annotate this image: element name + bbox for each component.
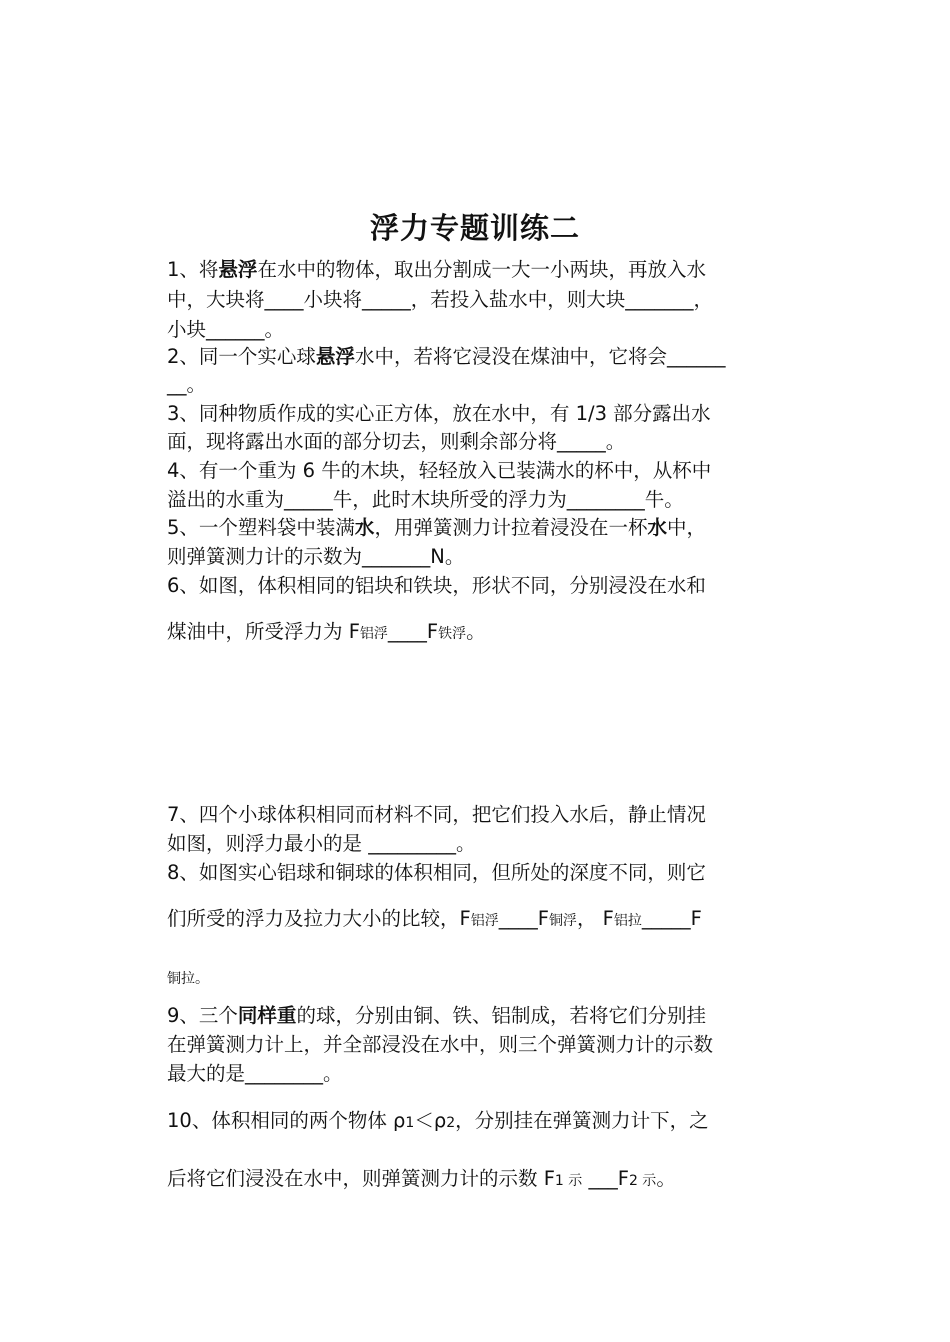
q8-text-a: 们所受的浮力及拉力大小的比较，F xyxy=(167,907,471,930)
q10-text-a: 10、体积相同的两个物体 ρ xyxy=(167,1109,406,1132)
q9-line1 xyxy=(167,1004,706,1028)
q10-sub-2: 2 xyxy=(446,1115,456,1131)
q10-sub-3: 1 示 xyxy=(554,1173,583,1189)
q9-text-c: 的球，分别由铜、铁、铝制成，若将它们分别挂 xyxy=(296,1004,706,1027)
q1-text-a: 1、将 xyxy=(167,258,219,281)
q1-text-c: 在水中的物体，取出分割成一大一小两块，再放入水 xyxy=(257,258,706,281)
q10-text-e: ，分别挂在弹簧测力计下，之 xyxy=(455,1109,709,1132)
q6-text-c: ____F xyxy=(387,620,439,643)
q5-text-c: ，用弹簧测力计拉着浸没在一杯 xyxy=(374,516,648,539)
q3-line1: 3、同种物质作成的实心正方体，放在水中，有 1/3 部分露出水 xyxy=(167,402,711,425)
q8-text-c: ____F xyxy=(498,907,549,930)
q8-line1: 8、如图实心铝球和铜球的体积相同，但所处的深度不同，则它 xyxy=(167,861,706,884)
q6-text-e: 。 xyxy=(466,620,486,643)
q2-line1 xyxy=(167,345,725,369)
q6-sub-1: 铝浮 xyxy=(359,626,388,642)
q2-text-a: 2、同一个实心球 xyxy=(167,345,316,368)
q1-bold: 悬浮 xyxy=(218,258,258,281)
q5-text-e: 中， xyxy=(666,516,706,539)
q4-line2: 溢出的水重为_____牛，此时木块所受的浮力为________牛。 xyxy=(167,488,684,511)
q1-line2: 中，大块将____小块将_____，若投入盐水中，则大块_______， xyxy=(167,288,714,311)
q8-sub-3: 铝拉 xyxy=(613,913,642,929)
q1-line3: 小块______。 xyxy=(167,318,285,341)
q5-line2: 则弹簧测力计的示数为_______N。 xyxy=(167,545,465,568)
q8-sub-1: 铝浮 xyxy=(470,913,499,929)
q5-bold-2: 水 xyxy=(647,516,667,539)
q9-text-a: 9、三个 xyxy=(167,1004,238,1027)
q8-text-e: ， F xyxy=(576,907,614,930)
q10-line1 xyxy=(167,1109,709,1135)
q2-line2: __。 xyxy=(167,373,207,396)
q7-line2: 如图，则浮力最小的是 _________。 xyxy=(167,832,476,855)
q10-text-2e: 。 xyxy=(656,1167,676,1190)
q5-text-a: 5、一个塑料袋中装满 xyxy=(167,516,355,539)
page-title: 浮力专题训练二 xyxy=(369,211,580,245)
q10-text-c: ＜ρ xyxy=(414,1109,447,1132)
q8-sub-2: 铜浮 xyxy=(548,913,577,929)
q6-line2 xyxy=(167,620,486,646)
q10-sub-4: 2 示 xyxy=(628,1173,657,1189)
q10-text-2c: ___F xyxy=(582,1167,629,1190)
q8-text-g: _____F xyxy=(641,907,702,930)
q9-bold: 同样重 xyxy=(237,1004,297,1027)
q1-line1 xyxy=(167,258,706,282)
q7-line1: 7、四个小球体积相同而材料不同，把它们投入水后，静止情况 xyxy=(167,803,706,826)
q2-bold: 悬浮 xyxy=(315,345,355,368)
q9-line2: 在弹簧测力计上，并全部浸没在水中，则三个弹簧测力计的示数 xyxy=(167,1033,714,1056)
q6-sub-2: 铁浮 xyxy=(438,626,467,642)
q10-line2 xyxy=(167,1167,676,1193)
q3-line2: 面，现将露出水面的部分切去，则剩余部分将_____。 xyxy=(167,430,626,453)
q6-line1: 6、如图，体积相同的铝块和铁块，形状不同，分别浸没在水和 xyxy=(167,574,706,597)
q10-sub-1: 1 xyxy=(405,1115,415,1131)
q9-line3: 最大的是________。 xyxy=(167,1062,343,1085)
q5-line1 xyxy=(167,516,706,540)
q8-line3: 铜拉。 xyxy=(167,971,209,987)
q5-bold-1: 水 xyxy=(354,516,375,539)
q10-text-2a: 后将它们浸没在水中，则弹簧测力计的示数 F xyxy=(167,1167,555,1190)
q8-line2 xyxy=(167,907,702,933)
q2-text-c: 水中，若将它浸没在煤油中，它将会______ xyxy=(354,345,726,368)
q6-text-a: 煤油中，所受浮力为 F xyxy=(167,620,360,643)
q4-line1: 4、有一个重为 6 牛的木块，轻轻放入已装满水的杯中，从杯中 xyxy=(167,459,712,482)
